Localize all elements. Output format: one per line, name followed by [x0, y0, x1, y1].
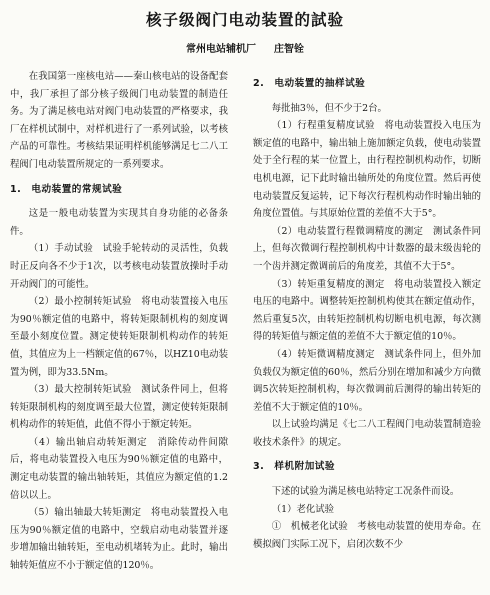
section-1-item-2: （2）最小控制转矩试验 将电动装置接入电压为90％额定值的电路中，将转矩限制机构的刻度调至最小刻度位置。测定使转矩限制机构动作的转矩值，其值应为上一档额定值的67％，以HZ10电动装置为例，即为33.5Nm。: [10, 296, 228, 378]
intro-paragraph: 在我国第一座核电站——秦山核电站的设备配套中，我厂承担了部分核子级阀门电动装置的制造任务。为了满足核电站对阀门电动装置的严格要求，我厂在样机试制中，对样机进行了一系列试验，以考核产品的可靠性。考核结果证明样机能够满足七二八工程阀门电动装置所规定的一系列要求。: [10, 71, 228, 170]
section-2-item-2: （2）电动装置行程微调精度的测定 测试条件同上，但每次微调行程控制机构中计数器的最末级齿轮的一个齿并测定微调前后的角度差，其值不大于5°。: [253, 225, 481, 272]
section-1-heading: 1. 电动装置的常规试验: [10, 183, 123, 195]
affiliation: 常州电站辅机厂: [186, 44, 256, 55]
author-name: 庄智铨: [274, 44, 304, 55]
section-2-item-4: （4）转矩微调精度测定 测试条件同上，但外加负载仅为额定值的60％，然后分别在增加和减少方向微调5次转矩控制机构，每次微调前后测得的输出转矩的差值不大于额定值的10％。: [253, 348, 481, 413]
section-1-item-3: （3）最大控制转矩试验 测试条件同上，但将转矩限制机构的刻度调至最大位置，测定使转矩限制机构动作的转矩值，此值不得小于额定转矩。: [10, 384, 228, 431]
author-line: [0, 40, 490, 55]
section-2-conclusion: 以上试验均满足《七二八工程阀门电动装置制造验收技术条件》的规定。: [253, 419, 481, 448]
section-3-sub-1-item: ① 机械老化试验 考核电动装置的使用寿命。在模拟阀门实际工况下，启闭次数不少: [253, 521, 481, 550]
section-2-item-3: （3）转矩重复精度的测定 将电动装置投入额定电压的电路中。调整转矩控制机构使其在额定值动作，然后重复5次，由转矩控制机构切断电机电源，每次测得的转矩值与额定值的差值不大于额定值的10％。: [253, 278, 481, 343]
paper-title: 核子级阀门电动装置的試验: [145, 11, 344, 29]
right-column: [253, 68, 481, 553]
section-1-item-5: （5）输出轴最大转矩测定 将电动装置投入电压为90％额定值的电路中，空载启动电动装置并逐步增加输出轴转矩，至电动机堵转为止。此时，输出轴转矩值应不小于额定值的120％。: [10, 507, 228, 572]
section-3-sub-1-heading: （1）老化试验: [271, 503, 335, 515]
section-1-item-4: （4）输出轴启动转矩测定 消除传动件间隙后，将电动装置投入电压为90％额定值的电路中，测定电动装置的输出轴转矩，其值应为额定值的1.2倍以以上。: [10, 436, 228, 501]
left-column: [10, 68, 228, 575]
section-1-intro: 这是一般电动装置为实现其自身功能的必备条件。: [10, 208, 228, 237]
section-3-heading: 3. 样机附加试验: [253, 461, 335, 473]
section-1-item-1: （1）手动试验 试验手轮转动的灵活性，负载时正反向各不少于1次，以考核电动装置放操时手动开动阀门的可能性。: [10, 243, 228, 290]
section-2-heading: 2. 电动装置的抽样试验: [253, 78, 366, 89]
section-2-item-1: （1）行程重复精度试验 将电动装置投入电压为额定值的电路中，输出轴上施加额定负载，使电动装置处于全行程的某一位置上，由行程控制机构动作，切断电机电源，记下此时输出轴所处的角度位置。然后再使电动装置反复运转，记下每次行程机构动作时输出轴的角度位置值。与其原始位置的差值不大于5°。: [253, 120, 481, 220]
section-3-intro: 下述的试验为满足核电站特定工况条件而设。: [271, 486, 460, 498]
section-2-intro: 每批抽3％，但不少于2台。: [271, 102, 387, 114]
